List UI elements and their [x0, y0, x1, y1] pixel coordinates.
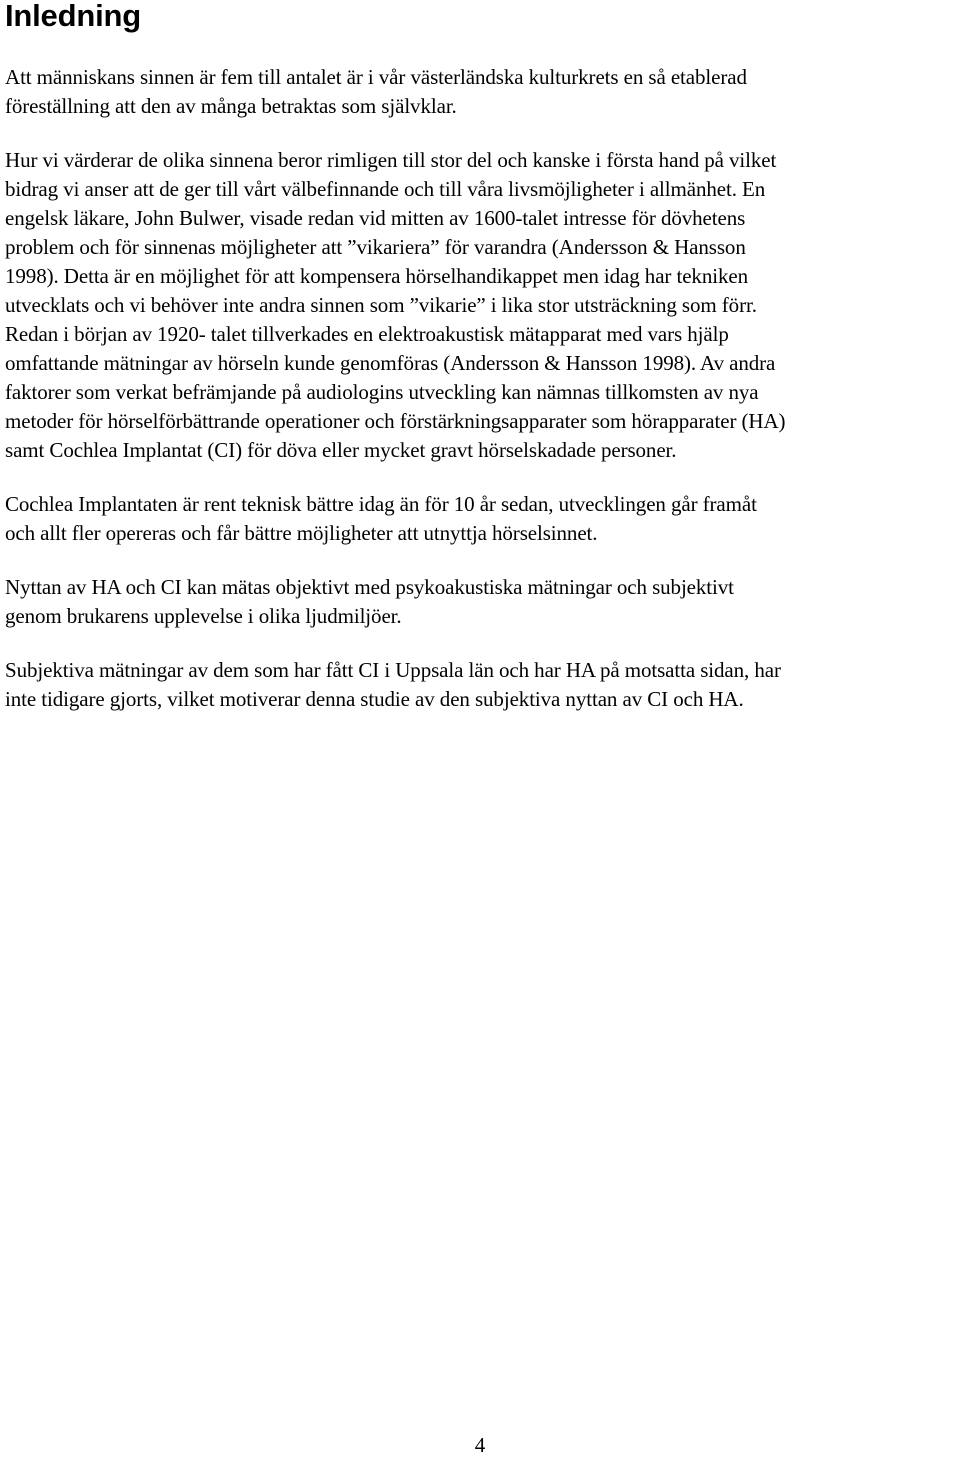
text-line: Att människans sinnen är fem till antalet är i vår västerländska kulturkrets en så etablerad — [5, 65, 747, 89]
paragraph — [5, 656, 960, 714]
paragraph — [5, 573, 960, 631]
page-number: 4 — [474, 1433, 486, 1457]
text-line: samt Cochlea Implantat (CI) för döva eller mycket gravt hörselskadade personer. — [5, 438, 677, 462]
text-line: 1998). Detta är en möjlighet för att kompensera hörselhandikappet men idag har tekniken — [5, 264, 748, 288]
text-line: Cochlea Implantaten är rent teknisk bättre idag än för 10 år sedan, utvecklingen går framåt — [5, 492, 757, 516]
text-line: Nyttan av HA och CI kan mätas objektivt med psykoakustiska mätningar och subjektivt — [5, 575, 734, 599]
text-line: bidrag vi anser att de ger till vårt välbefinnande och till våra livsmöjligheter i allmänhet. En — [5, 177, 766, 201]
text-line: Redan i början av 1920- talet tillverkades en elektroakustisk mätapparat med vars hjälp — [5, 322, 729, 346]
text-line: omfattande mätningar av hörseln kunde genomföras (Andersson & Hansson 1998). Av andra — [5, 351, 776, 375]
text-line: faktorer som verkat befrämjande på audiologins utveckling kan nämnas tillkomsten av nya — [5, 380, 759, 404]
text-line: Hur vi värderar de olika sinnena beror rimligen till stor del och kanske i första hand på vilket — [5, 148, 777, 172]
text-line: utvecklats och vi behöver inte andra sinnen som ”vikarie” i lika stor utsträckning som förr. — [5, 293, 757, 317]
text-line: föreställning att den av många betraktas som självklar. — [5, 94, 457, 118]
text-line: genom brukarens upplevelse i olika ljudmiljöer. — [5, 604, 402, 628]
body-text — [5, 63, 960, 739]
text-line: metoder för hörselförbättrande operationer och förstärkningsapparater som hörapparater (HA) — [5, 409, 786, 433]
text-line: engelsk läkare, John Bulwer, visade redan vid mitten av 1600-talet intresse för dövhetens — [5, 206, 746, 230]
paragraph — [5, 146, 960, 465]
text-line: inte tidigare gjorts, vilket motiverar denna studie av den subjektiva nyttan av CI och HA. — [5, 687, 744, 711]
text-line: problem och för sinnenas möjligheter att ”vikariera” för varandra (Andersson & Hansson — [5, 235, 746, 259]
paragraph — [5, 490, 960, 548]
text-line: och allt fler opereras och får bättre möjligheter att utnyttja hörselsinnet. — [5, 521, 598, 545]
text-line: Subjektiva mätningar av dem som har fått CI i Uppsala län och har HA på motsatta sidan, har — [5, 658, 781, 682]
section-heading: Inledning — [5, 0, 141, 33]
paragraph — [5, 63, 960, 121]
